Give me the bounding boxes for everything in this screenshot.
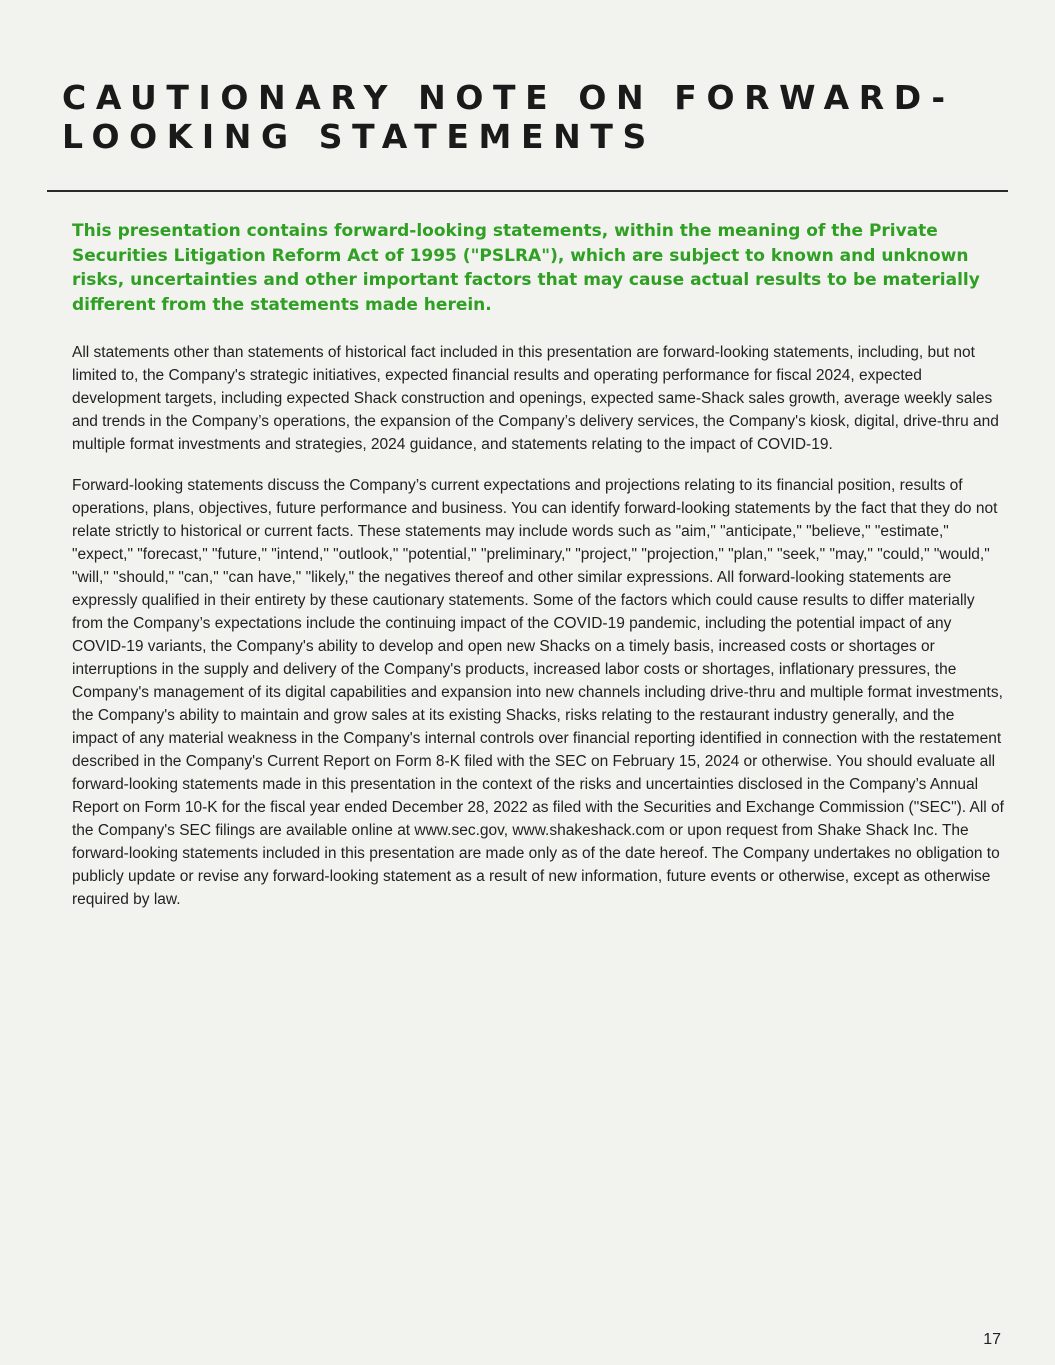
title-divider [47,190,1008,192]
page-number: 17 [983,1331,1001,1348]
page-title: CAUTIONARY NOTE ON FORWARD-LOOKING STATEMENTS [62,78,955,156]
lead-statement: This presentation contains forward-looking statements, within the meaning of the Private Securities Litigation Reform Act of 1995 ("PSLRA"), which are subject to known and unknown risks, uncertainties and other important factors that may cause actual results to be materially different from the statements made herein. [72,221,980,315]
body-paragraph-2: Forward-looking statements discuss the Company’s current expectations and projections relating to its financial position, results of operations, plans, objectives, future performance and business. You can identify forward-looking statements by the fact that they do not relate strictly to historical or current facts. These statements may include words such as "aim," "anticipate," "believe," "estimate," "expect," "forecast," "future," "intend," "outlook," "potential," "preliminary," "project," "projection," "plan," "seek," "may," "could," "would," "will," "should," "can," "can have," "likely," the negatives thereof and other similar expressions. All forward-looking statements are expressly qualified in their entirety by these cautionary statements. Some of the factors which could cause results to differ materially from the Company’s expectations include the continuing impact of the COVID-19 pandemic, including the potential impact of any COVID-19 variants, the Company's ability to develop and open new Shacks on a timely basis, increased costs or shortages or interruptions in the supply and delivery of the Company's products, increased labor costs or shortages, inflationary pressures, the Company's management of its digital capabilities and expansion into new channels including drive-thru and multiple format investments, the Company's ability to maintain and grow sales at its existing Shacks, risks relating to the restaurant industry generally, and the impact of any material weakness in the Company's internal controls over financial reporting identified in connection with the restatement described in the Company's Current Report on Form 8-K filed with the SEC on February 15, 2024 or otherwise. You should evaluate all forward-looking statements made in this presentation in the context of the risks and uncertainties disclosed in the Company’s Annual Report on Form 10-K for the fiscal year ended December 28, 2022 as filed with the Securities and Exchange Commission ("SEC"). All of the Company's SEC filings are available online at www.sec.gov, www.shakeshack.com or upon request from Shake Shack Inc. The forward-looking statements included in this presentation are made only as of the date hereof. The Company undertakes no obligation to publicly update or revise any forward-looking statement as a result of new information, future events or otherwise, except as otherwise required by law. [72,477,1004,908]
body-paragraph-1: All statements other than statements of historical fact included in this presentation are forward-looking statements, including, but not limited to, the Company's strategic initiatives, expected financial results and operating performance for fiscal 2024, expected development targets, including expected Shack construction and openings, expected same-Shack sales growth, average weekly sales and trends in the Company’s operations, the expansion of the Company’s delivery services, the Company's kiosk, digital, drive-thru and multiple format investments and strategies, 2024 guidance, and statements relating to the impact of COVID-19. [72,344,999,453]
